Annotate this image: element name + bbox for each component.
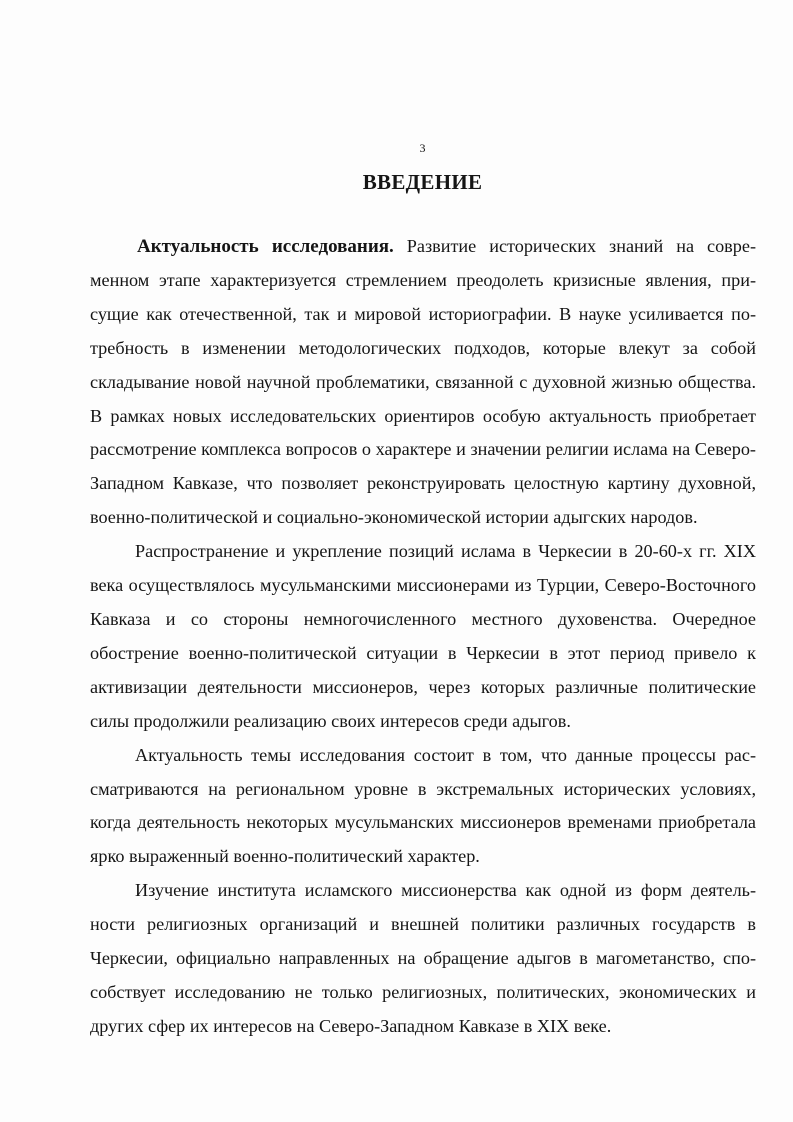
paragraph-topic-relevance: Актуальность темы исследования состоит в том, что данные процессы рассматриваются на региональном уровне в экстремальных исторических условиях, когда деятельность некоторых мусульманских миссионеров временами приобретала ярко выраженный военно-политический характер. bbox=[90, 744, 756, 867]
paragraph-missionary-study: Изучение института исламского миссионерства как одной из форм деятельности религиозных организаций и внешней политики различных государств в Черкесии, официально направленных на обращение адыгов в магометанство, способствует исследованию не только религиозных, политических, экономических и других сфер их интересов на Северо-Западном Кавказе в XIX веке. bbox=[90, 880, 756, 1036]
paragraph-spread-of-islam: Распространение и укрепление позиций ислама в Черкесии в 20-60-х гг. XIX века осуществлялось мусульманскими миссионерами из Турции, Северо-Восточного Кавказа и со стороны немногочисленного местного духовенства. Очередное обострение военно-политической ситуации в Черкесии в этот период привело к активизации деятельности миссионеров, через которых различные политические силы продолжили реализацию своих интересов среди адыгов. bbox=[90, 541, 756, 731]
body-text bbox=[90, 230, 756, 1044]
paragraph-text: Развитие исторических знаний на современном этапе характеризуется стремлением преодолеть кризисные явления, присущие как отечественной, так и мировой историографии. В науке усиливается потребность в изменении методологических подходов, которые влекут за собой складывание новой научной проблематики, связанной с духовной жизнью общества. В рамках новых исследовательских ориентиров особую актуальность приобретает рассмотрение комплекса вопросов о характере и значении религии ислама на Северо-Западном Кавказе, что позволяет реконструировать целостную картину духовной, военно-политической и социально-экономической истории адыгских народов. bbox=[90, 236, 756, 528]
paragraph-lead: Актуальность исследования. bbox=[137, 236, 394, 257]
paragraph-relevance bbox=[90, 230, 756, 535]
section-heading: ВВЕДЕНИЕ bbox=[362, 170, 483, 194]
page-number: 3 bbox=[419, 141, 426, 155]
